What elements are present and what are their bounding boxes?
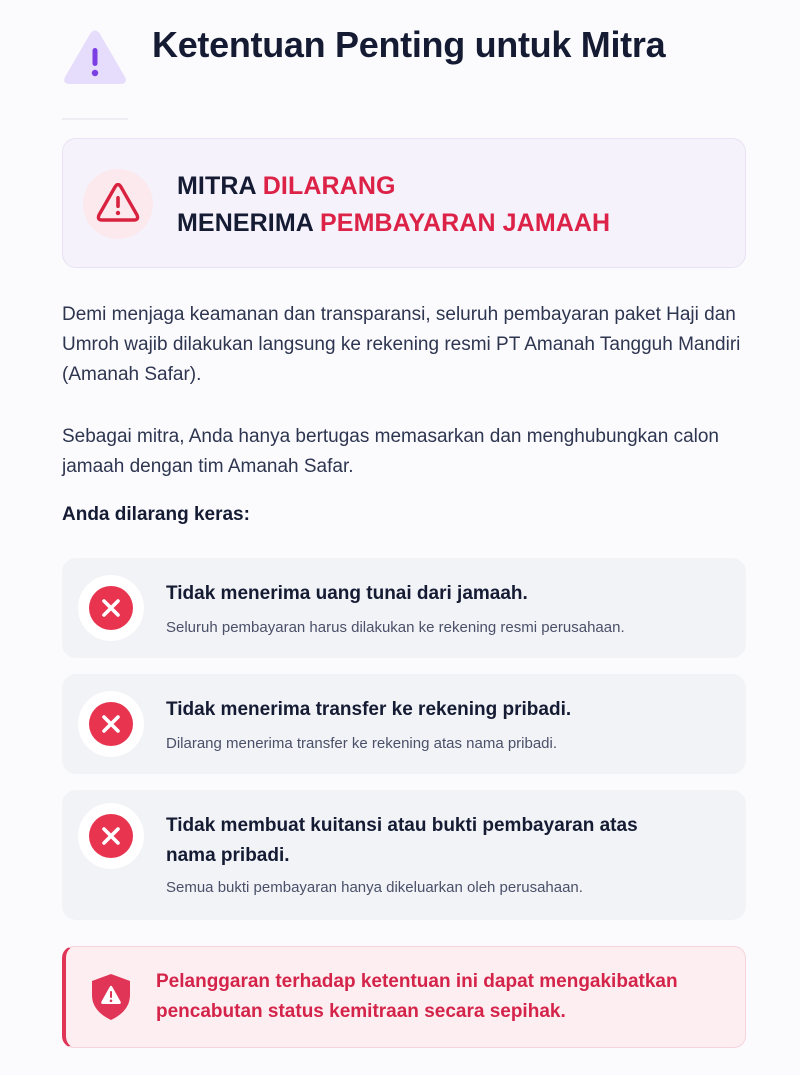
rule-card (62, 674, 746, 774)
intro-paragraph-2: Sebagai mitra, Anda hanya bertugas memasarkan dan menghubungkan calon jamaah dengan tim Amanah Safar. (62, 426, 719, 477)
rule-title: Tidak membuat kuitansi atau bukti pembayaran atas nama pribadi. (166, 815, 638, 866)
prohibition-banner (62, 138, 746, 268)
warning-triangle-icon (62, 28, 128, 88)
rule-card (62, 790, 746, 920)
header-divider (62, 118, 128, 120)
banner-line-1 (177, 168, 610, 205)
shield-warning-icon (90, 973, 132, 1026)
rule-card (62, 558, 746, 658)
rule-title: Tidak menerima uang tunai dari jamaah. (166, 583, 528, 604)
prohibited-heading: Anda dilarang keras: (62, 504, 250, 525)
banner-line-2-prefix: MENERIMA (177, 209, 321, 237)
alert-text: Pelanggaran terhadap ketentuan ini dapat mengakibatkan pencabutan status kemitraan secara sepihak. (156, 971, 678, 1022)
banner-line-2-highlight: PEMBAYARAN JAMAAH (320, 209, 611, 237)
rule-title: Tidak menerima transfer ke rekening pribadi. (166, 699, 572, 720)
banner-line-1-prefix: MITRA (177, 172, 263, 200)
intro-paragraph-1: Demi menjaga keamanan dan transparansi, seluruh pembayaran paket Haji dan Umroh wajib dilakukan langsung ke rekening resmi PT Amanah Tangguh Mandiri (Amanah Safar). (62, 304, 741, 385)
banner-line-1-highlight: DILARANG (262, 172, 396, 200)
rule-description: Dilarang menerima transfer ke rekening atas nama pribadi. (166, 735, 558, 752)
rule-description: Semua bukti pembayaran hanya dikeluarkan oleh perusahaan. (166, 879, 583, 896)
alert-triangle-icon (83, 169, 153, 239)
x-circle-icon (78, 691, 144, 757)
rule-description: Seluruh pembayaran harus dilakukan ke rekening resmi perusahaan. (166, 619, 625, 636)
page-title: Ketentuan Penting untuk Mitra (152, 24, 666, 65)
banner-text (177, 168, 610, 242)
banner-line-2 (177, 205, 610, 242)
x-circle-icon (78, 575, 144, 641)
violation-alert (62, 946, 746, 1048)
x-circle-icon (78, 803, 144, 869)
page-header (62, 22, 742, 112)
